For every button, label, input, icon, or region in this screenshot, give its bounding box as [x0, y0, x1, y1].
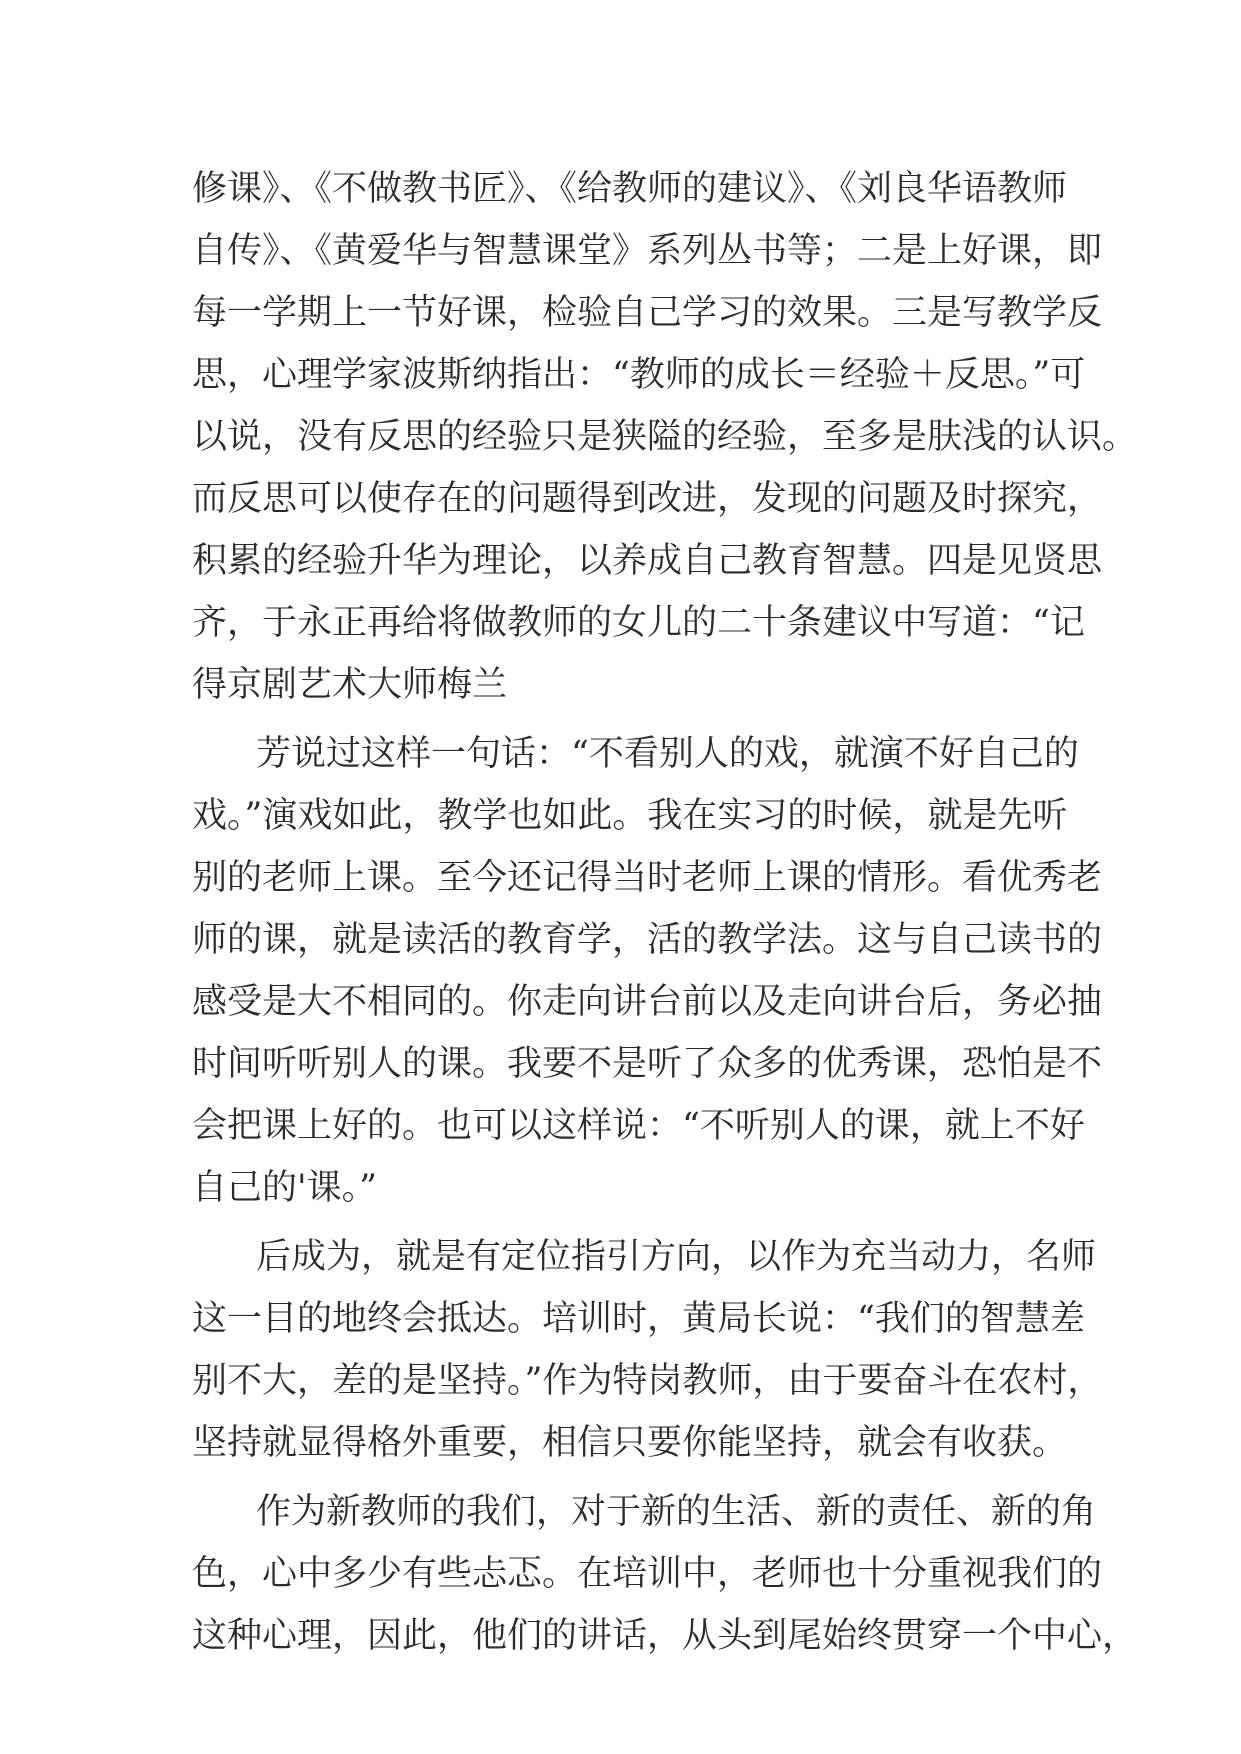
text-line: 时间听听别人的课。我要不是听了众多的优秀课，恐怕是不: [192, 1044, 1103, 1084]
text-line: 师的课，就是读活的教育学，活的教学法。这与自己读书的: [192, 920, 1103, 960]
paragraph-1: [192, 158, 1138, 716]
text-line: 这一目的地终会抵达。培训时，黄局长说：“我们的智慧差: [192, 1299, 1085, 1339]
text-line: 自己的'课。”: [192, 1168, 378, 1208]
text-line: 芳说过这样一句话：“不看别人的戏，就演不好自己的: [256, 734, 1079, 774]
text-line: 修课》、《不做教书匠》、《给教师的建议》、《刘良华语教师: [192, 169, 1068, 209]
text-line: 坚持就显得格外重要，相信只要你能坚持，就会有收获。: [192, 1423, 1068, 1463]
text-line: 齐，于永正再给将做教师的女儿的二十条建议中写道：“记: [192, 603, 1085, 643]
text-line: 色，心中多少有些忐忑。在培训中，老师也十分重视我们的: [192, 1554, 1103, 1594]
text-line: 后成为，就是有定位指引方向，以作为充当动力，名师: [256, 1237, 1097, 1277]
body-text: [192, 158, 1138, 1667]
paragraph-3: [192, 1226, 1103, 1474]
text-line: 思，心理学家波斯纳指出：“教师的成长＝经验＋反思。”可: [192, 355, 1086, 395]
text-line: 别不大，差的是坚持。”作为特岗教师，由于要奋斗在农村，: [192, 1361, 1103, 1401]
text-line: 每一学期上一节好课，检验自己学习的效果。三是写教学反: [192, 293, 1103, 333]
text-line: 得京剧艺术大师梅兰: [192, 665, 508, 705]
text-line: 而反思可以使存在的问题得到改进，发现的问题及时探究，: [192, 479, 1103, 519]
text-line: 这种心理，因此，他们的讲话，从头到尾始终贯穿一个中心，: [192, 1616, 1138, 1656]
paragraph-4: [192, 1481, 1138, 1667]
text-line: 戏。”演戏如此，教学也如此。我在实习的时候，就是先听: [192, 796, 1068, 836]
text-line: 感受是大不相同的。你走向讲台前以及走向讲台后，务必抽: [192, 982, 1103, 1022]
paragraph-2: [192, 723, 1103, 1219]
text-line: 作为新教师的我们，对于新的生活、新的责任、新的角: [256, 1492, 1097, 1532]
text-line: 自传》、《黄爱华与智慧课堂》系列丛书等；二是上好课，即: [192, 231, 1103, 271]
text-line: 积累的经验升华为理论，以养成自己教育智慧。四是见贤思: [192, 541, 1103, 581]
text-line: 会把课上好的。也可以这样说：“不听别人的课，就上不好: [192, 1106, 1085, 1146]
text-line: 以说，没有反思的经验只是狭隘的经验，至多是肤浅的认识。: [192, 417, 1138, 457]
text-line: 别的老师上课。至今还记得当时老师上课的情形。看优秀老: [192, 858, 1103, 898]
